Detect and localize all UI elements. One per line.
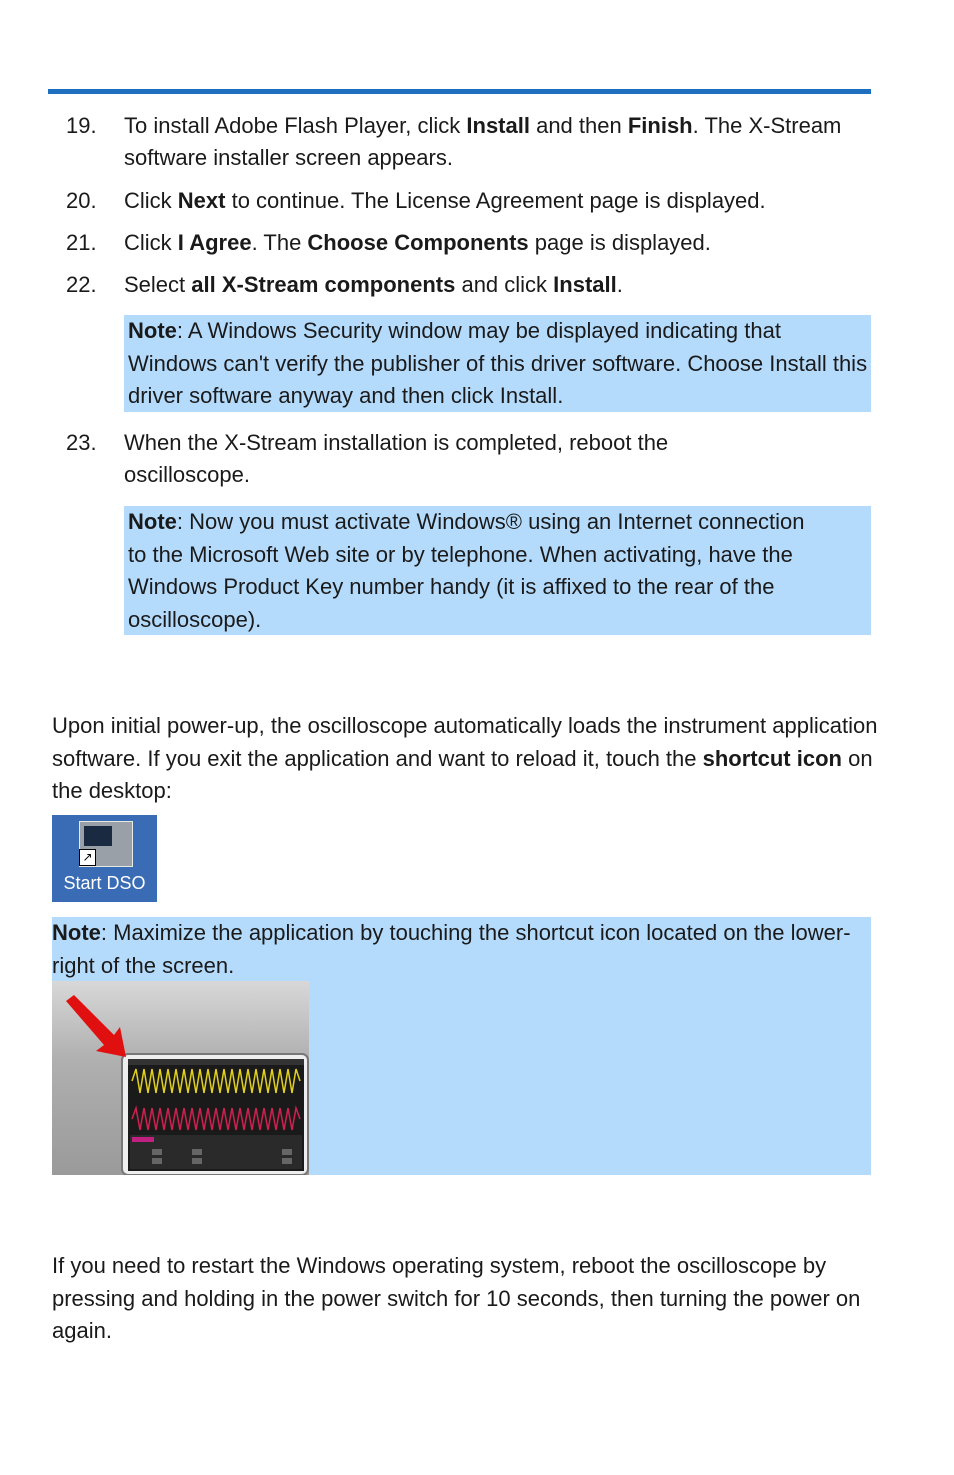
note-security <box>124 315 871 412</box>
screenshot-graphic <box>52 981 309 1175</box>
note-text: Note: Maximize the application by touching the shortcut icon located on the lower-right of the screen. <box>52 920 851 978</box>
red-arrow-icon <box>66 995 126 1057</box>
step-number: 22. <box>66 272 97 297</box>
taskbar-screenshot <box>52 981 309 1175</box>
start-dso-icon[interactable] <box>52 815 157 902</box>
note-text: Note: A Windows Security window may be displayed indicating that Windows can't verify the publisher of this driver software. Choose Install this driver software anyway and then click Install. <box>128 318 868 408</box>
paragraph-powerup: Upon initial power-up, the oscilloscope automatically loads the instrument application software. If you exit the application and want to reload it, touch the shortcut icon on the desktop: <box>52 713 878 803</box>
step-number: 23. <box>66 430 97 455</box>
header-rule <box>48 89 871 94</box>
shortcut-arrow-icon: ↗ <box>79 849 96 866</box>
shortcut-label: Start DSO <box>63 873 146 893</box>
step-text: To install Adobe Flash Player, click Install and then Finish. The X-Stream software installer screen appears. <box>124 113 842 170</box>
paragraph-restart: If you need to restart the Windows operating system, reboot the oscilloscope by pressing and holding in the power switch for 10 seconds, then turning the power on again. <box>52 1253 861 1343</box>
step-number: 20. <box>66 188 97 213</box>
note-text: Note: Now you must activate Windows® using an Internet connection to the Microsoft Web site or by telephone. When activating, have the Windows Product Key number handy (it is affixed to the rear of the oscilloscope). <box>128 509 805 632</box>
step-number: 21. <box>66 230 97 255</box>
note-activate <box>124 506 871 635</box>
step-text: Select all X-Stream components and click Install. <box>124 272 623 297</box>
step-text: Click I Agree. The Choose Components page is displayed. <box>124 230 711 255</box>
step-text: Click Next to continue. The License Agreement page is displayed. <box>124 188 766 213</box>
screen-graphic <box>84 826 112 846</box>
step-text: When the X-Stream installation is completed, reboot the oscilloscope. <box>124 430 669 487</box>
step-number: 19. <box>66 113 97 138</box>
